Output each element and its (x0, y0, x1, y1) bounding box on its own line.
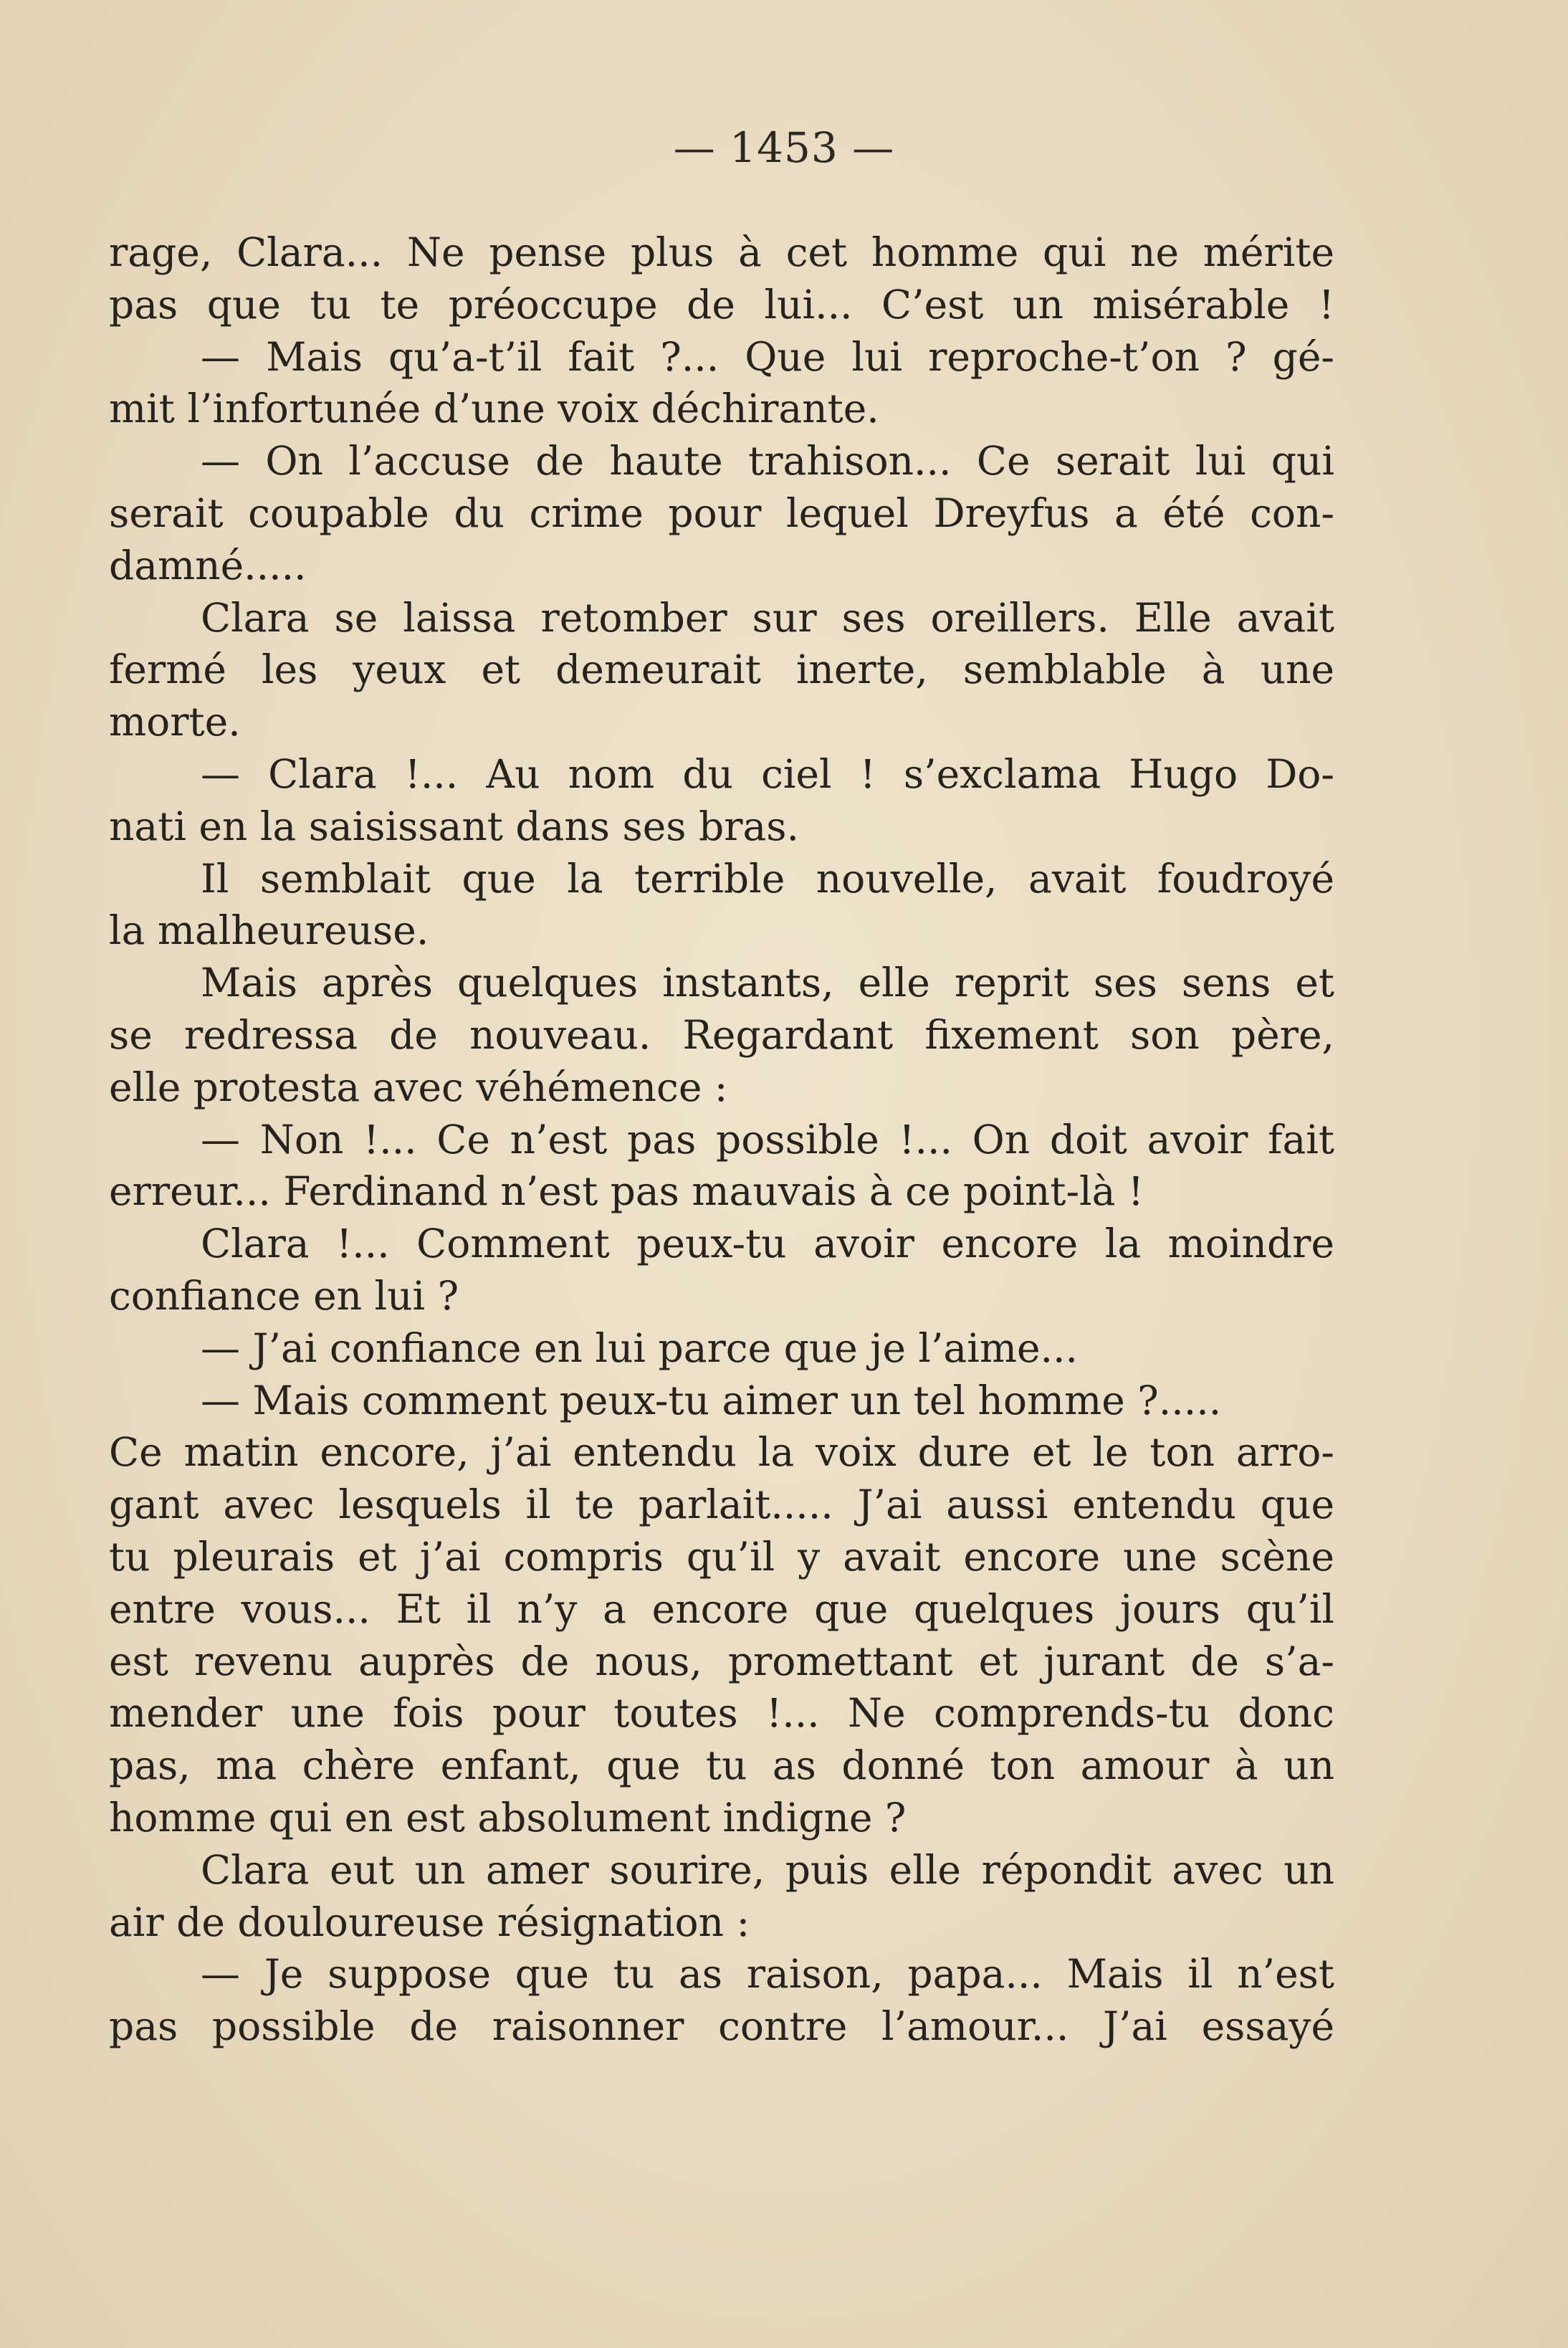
text-line: Ce matin encore, j’ai entendu la voix dure et le ton arro- (109, 1429, 1334, 1476)
text-line: Clara se laissa retomber sur ses oreillers. Elle avait (201, 594, 1334, 641)
text-line: Clara !... Comment peux-tu avoir encore la moindre (201, 1221, 1334, 1267)
text-line: est revenu auprès de nous, promettant et jurant de s’a- (109, 1638, 1334, 1684)
text-line: pas, ma chère enfant, que tu as donné ton amour à un (109, 1742, 1334, 1789)
text-line: — J’ai confiance en lui parce que je l’aime... (201, 1325, 1078, 1371)
text-line: homme qui en est absolument indigne ? (109, 1794, 907, 1841)
text-line: air de douloureuse résignation : (109, 1899, 750, 1945)
text-line: fermé les yeux et demeurait inerte, semblable à une (109, 646, 1334, 693)
text-line: — Clara !... Au nom du ciel ! s’exclama Hugo Do- (201, 750, 1334, 797)
text-line: mender une fois pour toutes !... Ne comprends-tu donc (109, 1690, 1334, 1737)
text-line: mit l’infortunée d’une voix déchirante. (109, 386, 879, 432)
body-text (109, 226, 1334, 2053)
text-line: — Mais qu’a-t’il fait ?... Que lui reproche-t’on ? gé- (201, 333, 1334, 380)
text-line: nati en la saisissant dans ses bras. (109, 803, 799, 849)
text-line: elle protesta avec véhémence : (109, 1064, 728, 1110)
text-line: — Je suppose que tu as raison, papa... Mais il n’est (201, 1951, 1334, 1998)
text-line: — On l’accuse de haute trahison... Ce serait lui qui (201, 438, 1334, 485)
text-line: entre vous... Et il n’y a encore que quelques jours qu’il (109, 1585, 1334, 1632)
text-line: serait coupable du crime pour lequel Dreyfus a été con- (109, 490, 1334, 536)
text-line: rage, Clara... Ne pense plus à cet homme qui ne mérite (109, 229, 1334, 275)
text-line: se redressa de nouveau. Regardant fixement son père, (109, 1011, 1334, 1058)
page-number: — 1453 — (673, 123, 895, 172)
text-line: Clara eut un amer sourire, puis elle répondit avec un (201, 1846, 1334, 1893)
text-line: Mais après quelques instants, elle reprit ses sens et (201, 960, 1334, 1006)
text-line: tu pleurais et j’ai compris qu’il y avait encore une scène (109, 1533, 1334, 1580)
text-line: Il semblait que la terrible nouvelle, avait foudroyé (201, 855, 1334, 902)
text-line: la malheureuse. (109, 907, 429, 954)
text-line: pas possible de raisonner contre l’amour... J’ai essayé (109, 2003, 1334, 2050)
text-line: erreur... Ferdinand n’est pas mauvais à ce point-là ! (109, 1168, 1144, 1215)
text-line: confiance en lui ? (109, 1272, 459, 1319)
text-line: pas que tu te préoccupe de lui... C’est un misérable ! (109, 281, 1334, 328)
text-line: morte. (109, 699, 241, 745)
text-line: damné..... (109, 542, 307, 588)
text-line: gant avec lesquels il te parlait..... J’ai aussi entendu que (109, 1481, 1334, 1528)
text-line: — Mais comment peux-tu aimer un tel homme ?..... (201, 1377, 1222, 1423)
text-line: — Non !... Ce n’est pas possible !... On doit avoir fait (201, 1116, 1334, 1163)
